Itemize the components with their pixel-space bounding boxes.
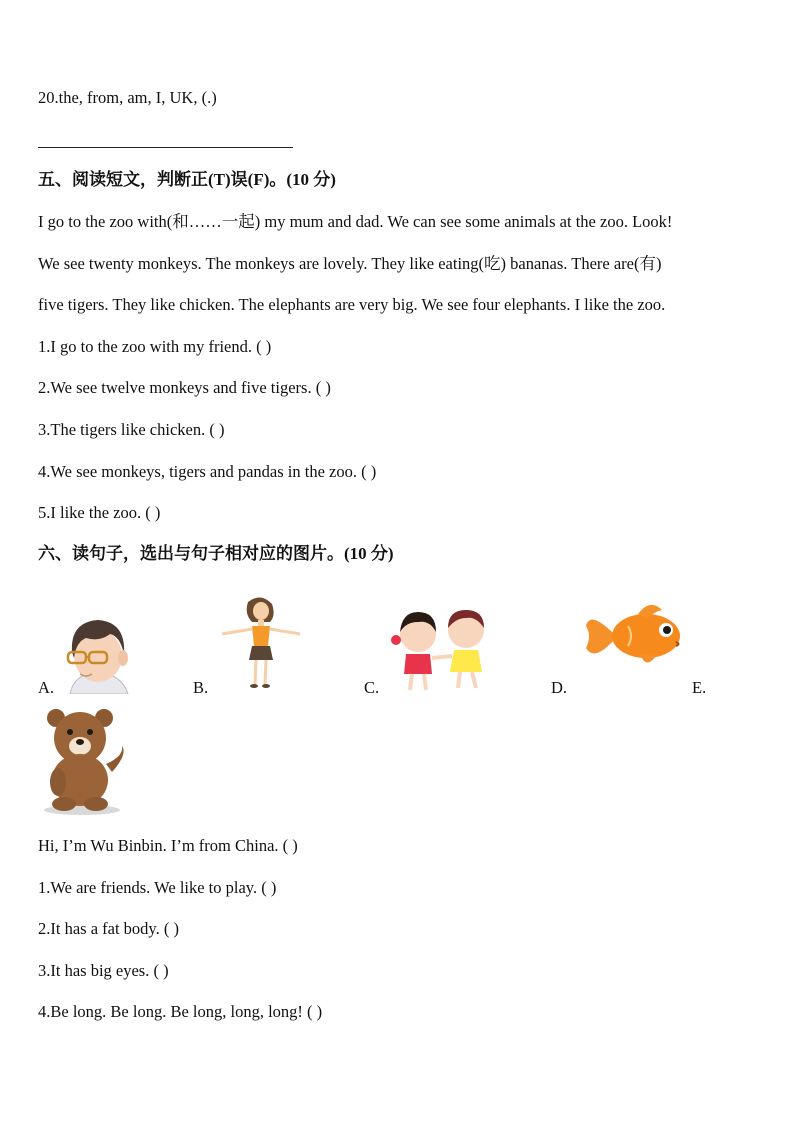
passage-line-1: I go to the zoo with(和……一起) my mum and dad. We can see some animals at the zoo. Look! bbox=[38, 212, 673, 231]
sentence-1: 1.We are friends. We like to play. ( ) bbox=[38, 878, 277, 897]
option-e-label: E. bbox=[692, 678, 707, 697]
tf-item-5: 5.I like the zoo. ( ) bbox=[38, 503, 161, 522]
boy-with-glasses-icon bbox=[60, 612, 132, 694]
sentence-example: Hi, I’m Wu Binbin. I’m from China. ( ) bbox=[38, 836, 298, 855]
option-b-label: B. bbox=[193, 678, 209, 697]
question-20: 20.the, from, am, I, UK, (.) bbox=[38, 88, 217, 107]
bear-icon bbox=[38, 706, 128, 816]
section-5-heading: 五、阅读短文，判断正(T)误(F)。(10 分) bbox=[38, 170, 336, 189]
option-d-label: D. bbox=[551, 678, 568, 697]
tf-item-4: 4.We see monkeys, tigers and pandas in the zoo. ( ) bbox=[38, 462, 377, 481]
option-a-label: A. bbox=[38, 678, 55, 697]
sentence-2: 2.It has a fat body. ( ) bbox=[38, 919, 179, 938]
sentence-3: 3.It has big eyes. ( ) bbox=[38, 961, 169, 980]
passage-line-3: five tigers. They like chicken. The elephants are very big. We see four elephants. I like the zoo. bbox=[38, 295, 666, 314]
section-6-heading: 六、读句子，选出与句子相对应的图片。(10 分) bbox=[38, 544, 394, 563]
passage-line-2: We see twenty monkeys. The monkeys are lovely. They like eating(吃) bananas. There are(有) bbox=[38, 254, 662, 273]
tf-item-1: 1.I go to the zoo with my friend. ( ) bbox=[38, 337, 272, 356]
answer-line bbox=[38, 147, 293, 148]
two-children-icon bbox=[386, 606, 496, 694]
goldfish-icon bbox=[584, 600, 688, 672]
tf-item-3: 3.The tigers like chicken. ( ) bbox=[38, 420, 225, 439]
sentence-4: 4.Be long. Be long. Be long, long, long! ( ) bbox=[38, 1002, 323, 1021]
tf-item-2: 2.We see twelve monkeys and five tigers. ( ) bbox=[38, 378, 331, 397]
dancing-girl-icon bbox=[218, 594, 304, 690]
option-c-label: C. bbox=[364, 678, 380, 697]
